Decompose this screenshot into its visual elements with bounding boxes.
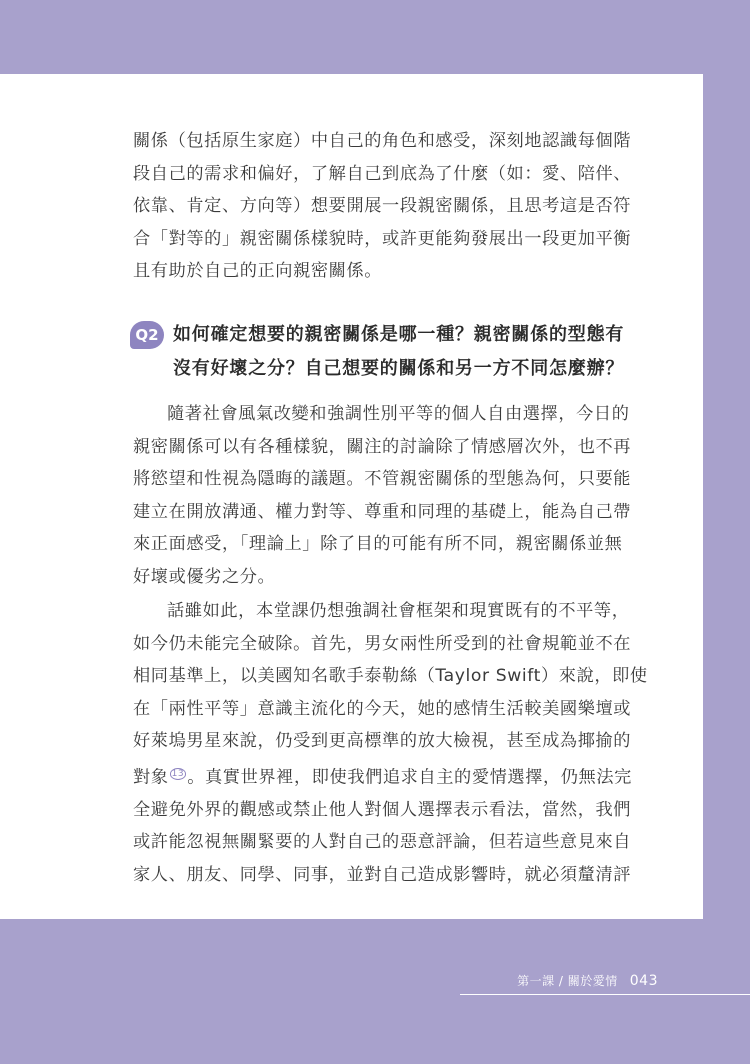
footer-divider [460, 994, 750, 995]
text-fragment: 。真實世界裡，即使我們追求自主的愛情選擇，仍無法完 [187, 767, 632, 788]
text-line: 在「兩性平等」意識主流化的今天，她的感情生活較美國樂壇或 [133, 698, 632, 719]
text-line-with-footnote [133, 758, 653, 794]
text-line: 依靠、肯定、方向等）想要開展一段親密關係，且思考這是否符 [133, 196, 632, 216]
question-badge: Q2 [130, 321, 164, 349]
question-line: 如何確定想要的親密關係是哪一種？親密關係的型態有 [173, 324, 625, 345]
text-line: 建立在開放溝通、權力對等、尊重和同理的基礎上，能為自己帶 [133, 501, 632, 522]
text-line: 來正面感受，「理論上」除了目的可能有所不同，親密關係並無 [133, 534, 623, 554]
question-line: 沒有好壞之分？自己想要的關係和另一方不同怎麼辦？ [173, 358, 625, 379]
text-line: 親密關係可以有各種樣貌，關注的討論除了情感層次外，也不再 [133, 436, 632, 457]
text-line: 段自己的需求和偏好，了解自己到底為了什麼（如：愛、陪伴、 [133, 163, 632, 184]
text-line: 全避免外界的觀感或禁止他人對個人選擇表示看法，當然，我們 [133, 799, 632, 820]
text-line: 好壞或優劣之分。 [133, 566, 276, 587]
chapter-label: 第一課 / 關於愛情 [517, 974, 618, 988]
page-footer [517, 972, 658, 989]
paragraph-1 [133, 125, 653, 288]
text-line: 關係（包括原生家庭）中自己的角色和感受，深刻地認識每個階 [133, 131, 632, 151]
footnote-reference[interactable]: 13 [171, 768, 185, 779]
paragraph-3 [133, 595, 653, 891]
text-line: 將慾望和性視為隱晦的議題。不管親密關係的型態為何，只要能 [133, 469, 632, 489]
text-line: 隨著社會風氣改變和強調性別平等的個人自由選擇，今日的 [167, 404, 630, 424]
text-line: 且有助於自己的正向親密關係。 [133, 261, 383, 281]
text-line: 好萊塢男星來說，仍受到更高標準的放大檢視，甚至成為揶揄的 [133, 731, 632, 751]
text-line: 或許能忽視無關緊要的人對自己的惡意評論，但若這些意見來自 [133, 832, 632, 853]
text-line: 家人、朋友、同學、同事，並對自己造成影響時，就必須釐清評 [133, 864, 632, 885]
text-line: 合「對等的」親密關係樣貌時，或許更能夠發展出一段更加平衡 [133, 228, 632, 249]
question-heading [173, 318, 624, 386]
text-fragment: 對象 [133, 767, 169, 788]
text-line: 相同基準上，以美國知名歌手泰勒絲（Taylor Swift）來說，即使 [133, 666, 648, 686]
paragraph-2 [133, 398, 653, 593]
text-line: 如今仍未能完全破除。首先，男女兩性所受到的社會規範並不在 [133, 633, 632, 654]
text-line: 話雖如此，本堂課仍想強調社會框架和現實既有的不平等， [167, 601, 630, 621]
page-number: 043 [629, 972, 658, 989]
